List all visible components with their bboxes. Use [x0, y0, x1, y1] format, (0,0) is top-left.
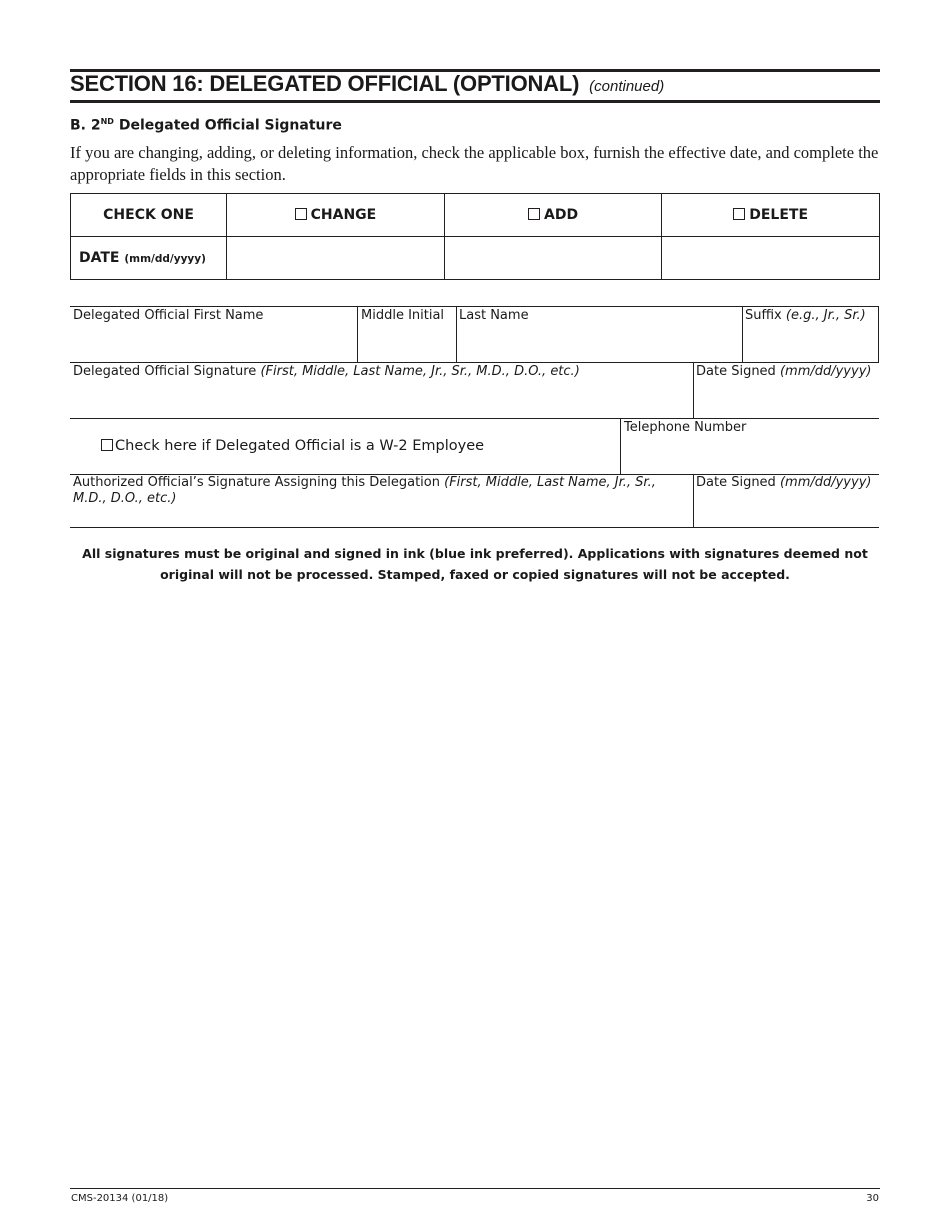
- grid-line: [693, 362, 694, 418]
- suffix-hint: (e.g., Jr., Sr.): [785, 308, 866, 323]
- w2-employee-option[interactable]: [101, 438, 484, 454]
- middle-initial-label: Middle Initial: [361, 308, 445, 323]
- change-option[interactable]: [227, 194, 445, 237]
- last-name-label: Last Name: [459, 308, 529, 323]
- footer-rule: [70, 1188, 880, 1189]
- signature-field[interactable]: [73, 364, 580, 379]
- suffix-field[interactable]: [745, 308, 866, 323]
- add-date-field[interactable]: [444, 237, 661, 280]
- signature-notice: All signatures must be original and signed in ink (blue ink preferred). Applications with signatures deemed not original will not be processed. Stamped, faxed or copied signatures will not be accepted.: [82, 546, 868, 582]
- w2-checkbox[interactable]: [101, 439, 113, 451]
- grid-line: [70, 306, 879, 307]
- page-number: 30: [866, 1193, 879, 1204]
- subheading: [70, 117, 342, 134]
- authorized-signature-hint-2: M.D., D.O., etc.): [73, 491, 177, 506]
- grid-line: [456, 306, 457, 362]
- change-label: CHANGE: [310, 207, 377, 223]
- delete-checkbox[interactable]: [733, 208, 745, 220]
- authorized-signature-field[interactable]: [73, 475, 656, 507]
- change-date-field[interactable]: [227, 237, 445, 280]
- signature-hint: (First, Middle, Last Name, Jr., Sr., M.D., D.O., etc.): [260, 364, 580, 379]
- authorized-signature-label: Authorized Official’s Signature Assigning this Delegation: [73, 475, 440, 490]
- subheading-superscript: ND: [100, 117, 114, 126]
- grid-line: [878, 306, 879, 362]
- add-option[interactable]: [444, 194, 661, 237]
- signature-label: Delegated Official Signature: [73, 364, 257, 379]
- date-signed-field[interactable]: [696, 364, 871, 379]
- last-name-field[interactable]: [459, 308, 529, 323]
- subheading-suffix: Delegated Official Signature: [118, 117, 342, 134]
- telephone-label: Telephone Number: [624, 420, 747, 435]
- delete-option[interactable]: [662, 194, 880, 237]
- w2-label: Check here if Delegated Official is a W-2 Employee: [115, 438, 485, 454]
- date-signed-2-hint: (mm/dd/yyyy): [779, 475, 872, 490]
- check-one-table: [70, 193, 880, 280]
- form-id: CMS-20134 (01/18): [71, 1193, 169, 1204]
- grid-line: [70, 527, 879, 528]
- subheading-prefix: B. 2: [70, 117, 101, 134]
- delete-label: DELETE: [749, 207, 809, 223]
- section-continued: (continued): [589, 78, 665, 95]
- middle-initial-field[interactable]: [361, 308, 444, 323]
- date-label: DATE: [79, 250, 120, 266]
- check-one-label: CHECK ONE: [71, 194, 227, 237]
- section-title: [70, 71, 664, 97]
- grid-line: [742, 306, 743, 362]
- instructions: If you are changing, adding, or deleting information, check the applicable box, furnish the effective date, and complete the appropriate fields in this section.: [70, 143, 879, 184]
- date-signed-2-label: Date Signed: [696, 475, 776, 490]
- grid-line: [357, 306, 358, 362]
- date-signed-label: Date Signed: [696, 364, 776, 379]
- grid-line: [620, 418, 621, 474]
- grid-line: [70, 362, 879, 363]
- suffix-label: Suffix: [745, 308, 782, 323]
- date-format: (mm/dd/yyyy): [124, 253, 206, 265]
- add-checkbox[interactable]: [528, 208, 540, 220]
- first-name-label: Delegated Official First Name: [73, 308, 264, 323]
- telephone-field[interactable]: [624, 420, 746, 435]
- date-signed-hint: (mm/dd/yyyy): [779, 364, 872, 379]
- section-bottom-rule: [70, 100, 880, 103]
- add-label: ADD: [544, 207, 579, 223]
- grid-line: [693, 474, 694, 527]
- date-label-cell: [71, 237, 227, 280]
- delete-date-field[interactable]: [662, 237, 880, 280]
- first-name-field[interactable]: [73, 308, 263, 323]
- date-signed-2-field[interactable]: [696, 475, 871, 490]
- section-title-text: SECTION 16: DELEGATED OFFICIAL (OPTIONAL): [70, 71, 580, 96]
- change-checkbox[interactable]: [295, 208, 307, 220]
- authorized-signature-hint-1: (First, Middle, Last Name, Jr., Sr.,: [444, 475, 656, 490]
- grid-line: [70, 418, 879, 419]
